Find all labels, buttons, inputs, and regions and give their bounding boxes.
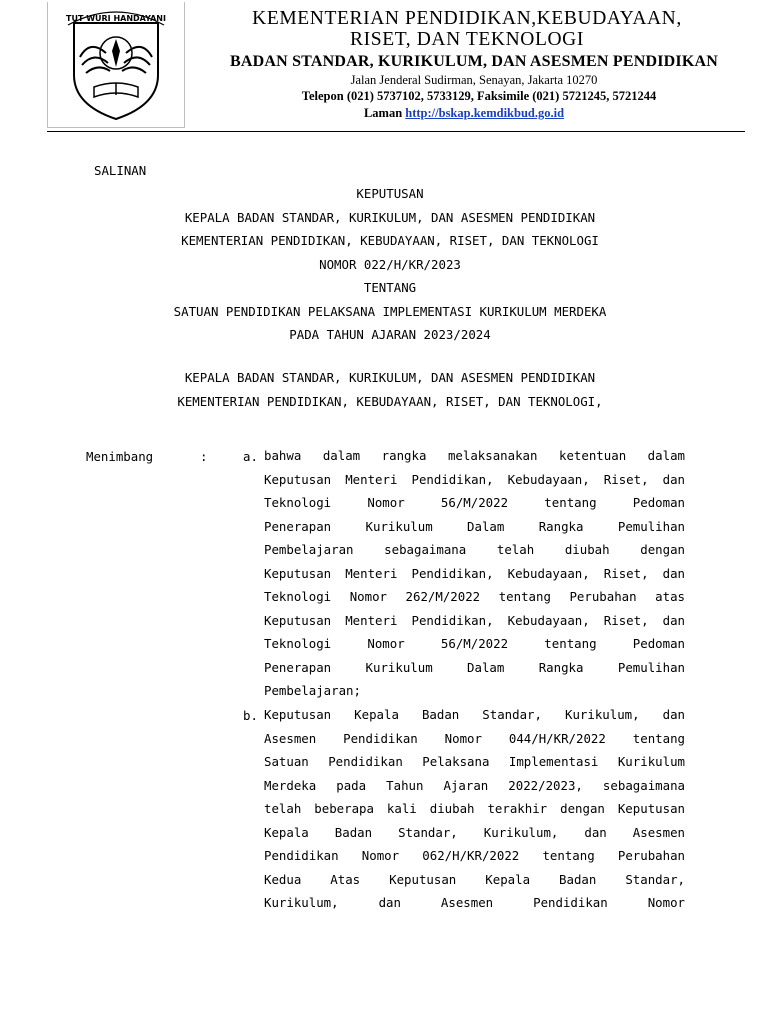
- item-line: bahwa dalam rangka melaksanakan ketentuan dalam: [264, 448, 685, 463]
- item-line: Kurikulum, dan Asesmen Pendidikan Nomor: [264, 895, 685, 910]
- menimbang-colon: :: [200, 449, 208, 464]
- decree-title: [60, 182, 720, 347]
- item-letter-b: b.: [243, 708, 258, 723]
- title-line: SATUAN PENDIDIKAN PELAKSANA IMPLEMENTASI KURIKULUM MERDEKA: [173, 303, 607, 319]
- menimbang-label: Menimbang: [86, 449, 154, 464]
- title-line: KEMENTERIAN PENDIDIKAN, KEBUDAYAAN, RISET, DAN TEKNOLOGI: [181, 233, 599, 248]
- title-line: KEPUTUSAN: [356, 186, 424, 201]
- agency-address: Jalan Jenderal Sudirman, Senayan, Jakarta 10270: [350, 73, 598, 87]
- issuer-line: KEPALA BADAN STANDAR, KURIKULUM, DAN ASESMEN PENDIDIKAN: [184, 370, 596, 385]
- item-line: Teknologi Nomor 56/M/2022 tentang Pedoman: [264, 636, 685, 651]
- website-link[interactable]: http://bskap.kemdikbud.go.id: [405, 106, 565, 120]
- item-line: Keputusan Menteri Pendidikan, Kebudayaan, Riset, dan: [264, 471, 685, 487]
- item-line: Pembelajaran sebagaimana telah diubah dengan: [264, 542, 685, 557]
- item-line: Teknologi Nomor 56/M/2022 tentang Pedoman: [264, 495, 685, 510]
- item-line: Keputusan Menteri Pendidikan, Kebudayaan, Riset, dan: [264, 565, 685, 581]
- title-line: NOMOR 022/H/KR/2023: [319, 256, 461, 272]
- item-line: Keputusan Kepala Badan Standar, Kurikulum, dan: [264, 707, 685, 722]
- item-line: Pendidikan Nomor 062/H/KR/2022 tentang Perubahan: [264, 848, 685, 863]
- issuer-block: [60, 366, 720, 413]
- title-line: PADA TAHUN AJARAN 2023/2024: [289, 327, 491, 342]
- item-line: Teknologi Nomor 262/M/2022 tentang Perubahan atas: [264, 589, 685, 604]
- item-line: Asesmen Pendidikan Nomor 044/H/KR/2022 tentang: [264, 730, 685, 746]
- item-b-text: [264, 703, 685, 915]
- item-line: Merdeka pada Tahun Ajaran 2022/2023, sebagaimana: [264, 777, 685, 793]
- website-label: Laman: [363, 106, 403, 120]
- copy-label: SALINAN: [94, 163, 147, 178]
- ministry-name-line2: RISET, DAN TEKNOLOGI: [350, 29, 584, 50]
- item-line: Penerapan Kurikulum Dalam Rangka Pemulihan: [264, 659, 685, 675]
- item-line: Penerapan Kurikulum Dalam Rangka Pemulihan: [264, 518, 685, 534]
- agency-phone: Telepon (021) 5737102, 5733129, Faksimile (021) 5721245, 5721244: [301, 89, 657, 103]
- agency-name: BADAN STANDAR, KURIKULUM, DAN ASESMEN PENDIDIKAN: [229, 53, 718, 70]
- tut-wuri-handayani-emblem-icon: [54, 5, 178, 123]
- title-line: TENTANG: [363, 280, 417, 295]
- agency-website: [170, 105, 758, 122]
- item-a-text: [264, 444, 685, 703]
- item-line: telah beberapa kali diubah terakhir dengan Keputusan: [264, 801, 685, 816]
- item-line: Keputusan Menteri Pendidikan, Kebudayaan, Riset, dan: [264, 612, 685, 628]
- item-letter-a: a.: [243, 449, 258, 464]
- title-line: KEPALA BADAN STANDAR, KURIKULUM, DAN ASESMEN PENDIDIKAN: [184, 209, 596, 225]
- logo-motto-text: TUT WURI HANDAYANI: [66, 14, 166, 23]
- item-line: Kedua Atas Keputusan Kepala Badan Standar,: [264, 871, 685, 887]
- letterhead-divider: [47, 131, 745, 132]
- ministry-name-line1: KEMENTERIAN PENDIDIKAN,KEBUDAYAAN,: [252, 8, 682, 29]
- ministry-logo: [47, 2, 185, 128]
- item-line: Satuan Pendidikan Pelaksana Implementasi Kurikulum: [264, 754, 685, 769]
- letterhead: [190, 8, 758, 122]
- item-line: Kepala Badan Standar, Kurikulum, dan Asesmen: [264, 824, 685, 840]
- issuer-line: KEMENTERIAN PENDIDIKAN, KEBUDAYAAN, RISET, DAN TEKNOLOGI,: [177, 393, 603, 409]
- item-line: Pembelajaran;: [264, 683, 361, 698]
